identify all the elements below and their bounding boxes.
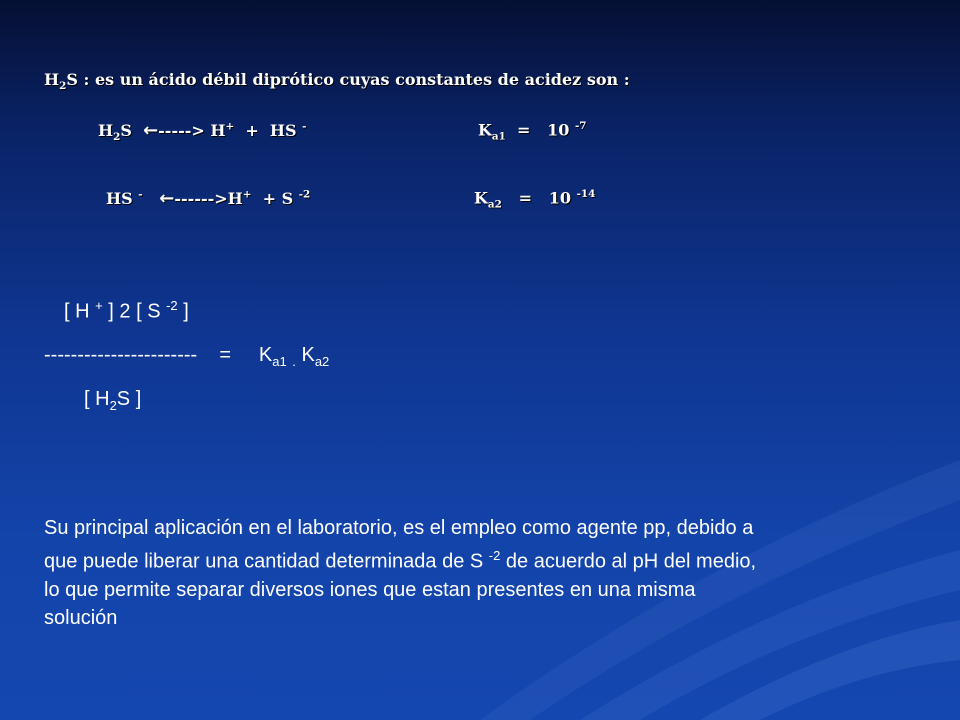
ka1-k: K — [478, 120, 492, 140]
ka1-exponent: -7 — [574, 120, 587, 132]
ka1-value: 10 — [547, 120, 570, 140]
ka1-sub: a1 — [491, 130, 506, 143]
paragraph-line-2b: de acuerdo al pH del medio, — [505, 550, 757, 573]
r1-h-sub: 2 — [113, 131, 121, 144]
num-h-sup: + — [95, 298, 103, 313]
equation-fraction-line — [44, 344, 329, 369]
r2-arrow-h: ------>H — [174, 189, 243, 208]
r2-s-sup: -2 — [298, 188, 311, 201]
ka2-value: 10 — [548, 188, 571, 208]
r2-hs-sup: - — [138, 188, 143, 201]
left-arrow-icon: ← — [143, 120, 159, 141]
den-h: [ H — [84, 388, 110, 410]
background-swoosh — [440, 300, 960, 720]
ka2-k: K — [474, 188, 488, 208]
paragraph-line-1: Su principal aplicación en el laboratorio, es el empleo como agente pp, debido a — [44, 517, 754, 539]
k1: K — [258, 344, 273, 366]
ka1-constant — [478, 120, 587, 143]
equation-numerator — [64, 298, 189, 324]
intro-h: H — [44, 70, 60, 89]
r2-hs: HS — [106, 189, 133, 208]
paragraph-line-2a: que puede liberar una cantidad determinada de S — [44, 550, 484, 573]
ka2-sub: a2 — [487, 198, 502, 211]
reaction-1 — [98, 120, 306, 143]
ka2-exponent: -14 — [576, 188, 596, 200]
intro-line — [44, 70, 630, 92]
den-h-sub: 2 — [109, 398, 117, 413]
r1-h-sup: + — [225, 120, 235, 133]
r1-hs-sup: - — [302, 120, 307, 133]
product-dot: . — [292, 354, 296, 369]
fraction-dashes: ----------------------- — [44, 344, 198, 366]
ka2-equals: = — [518, 188, 532, 208]
ka2-constant — [474, 188, 595, 211]
paragraph-line-4: solución — [44, 606, 118, 629]
equation-equals: = — [219, 344, 232, 366]
paragraph-s-sup: -2 — [488, 548, 501, 563]
r2-s: + S — [251, 189, 294, 208]
intro-text: S : es un ácido débil diprótico cuyas constantes de acidez son : — [66, 70, 630, 89]
r2-h-sup: + — [242, 188, 252, 201]
ka1-equals: = — [517, 120, 531, 140]
k2: K — [301, 344, 315, 366]
r1-hs: + HS — [234, 121, 297, 140]
k2-sub: a2 — [314, 354, 330, 369]
r1-arrow-h: -----> H — [158, 121, 226, 140]
application-paragraph — [44, 514, 756, 632]
num-h: [ H — [64, 300, 90, 323]
left-arrow-icon: ← — [159, 188, 175, 209]
den-s: S ] — [116, 388, 142, 410]
k1-sub: a1 — [272, 354, 287, 369]
r1-h: H — [98, 121, 114, 140]
intro-h-sub: 2 — [59, 80, 67, 93]
num-s-sup: -2 — [166, 298, 178, 313]
reaction-2 — [106, 188, 310, 209]
r1-s: S — [120, 121, 132, 140]
paragraph-line-2 — [44, 542, 756, 576]
num-mid: ] 2 [ S — [108, 300, 161, 323]
equation-denominator — [84, 388, 141, 413]
paragraph-line-3: lo que permite separar diversos iones que estan presentes en una misma — [44, 578, 696, 601]
num-close: ] — [183, 300, 189, 323]
